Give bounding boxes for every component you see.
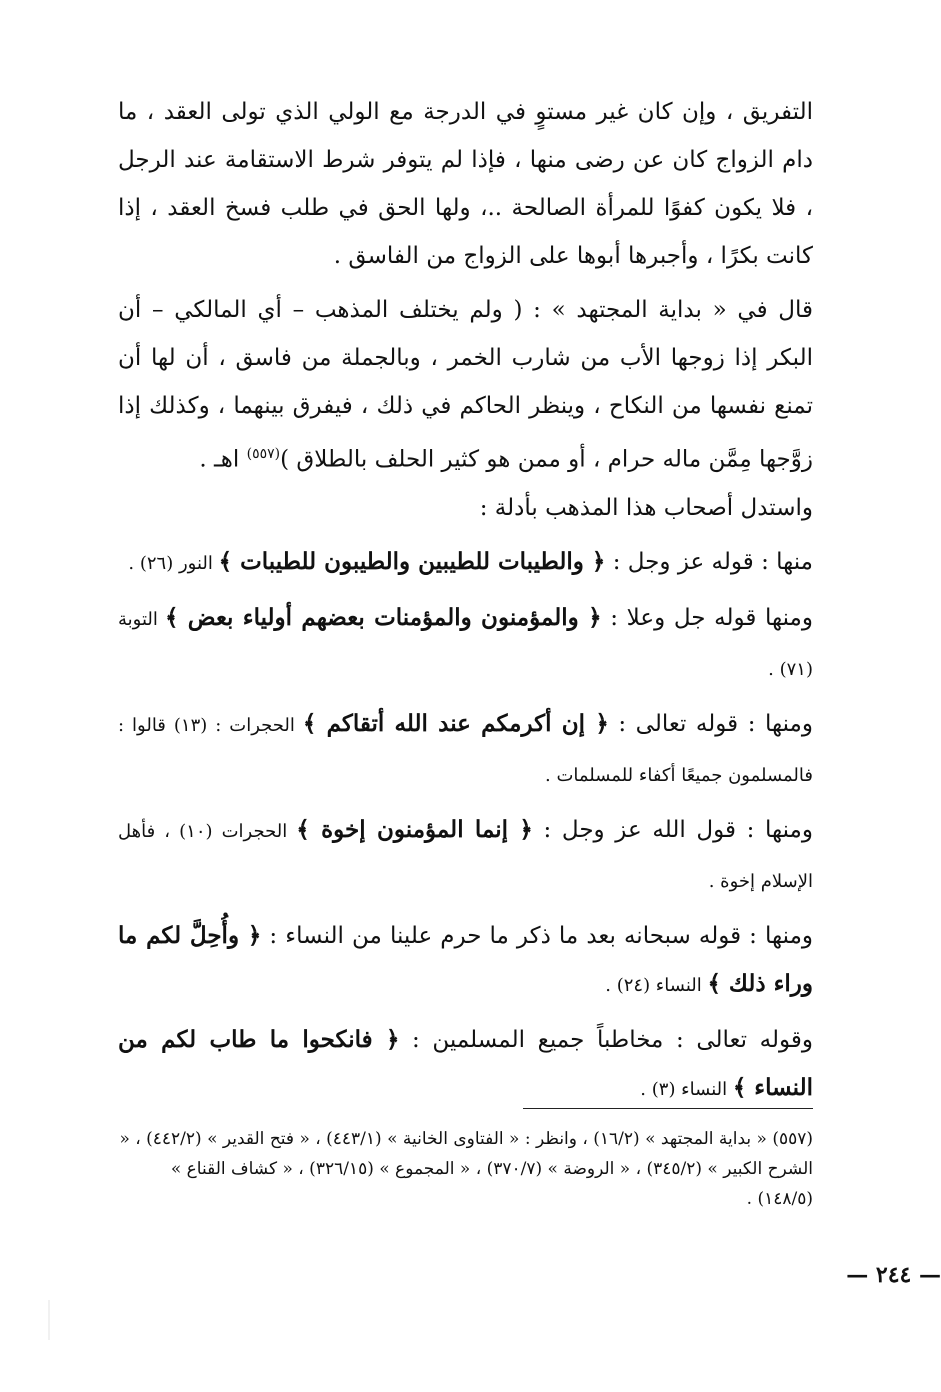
evidence-paragraph [118,538,813,588]
quran-verse: ﴿ فانكحوا ما طاب لكم من النساء ﴾ [118,1025,813,1101]
evidence-paragraph [118,700,813,800]
quran-verse: ﴿ والمؤمنون والمؤمنات بعضهم أولياء بعض ﴾ [164,603,602,631]
paragraph [118,286,813,484]
footnote-divider [523,1108,813,1109]
paragraph-text: وقوله تعالى : مخاطباً جميع المسلمين : [399,1026,813,1053]
paragraph-text: ومنها قوله جل وعلا : [601,604,813,631]
scan-artifact [48,1300,50,1340]
verse-reference: الحجرات (١٠) ، فأهل الإسلام إخوة . [118,820,813,892]
paragraph-text: قال في « بداية المجتهد » : ( ولم يختلف المذهب – أي المالكي – أن البكر إذا زوجها الأب من شارب الخمر ، وبالجملة من فاسق ، أن لها أن تمنع نفسها من النكاح ، وينظر الحاكم في ذلك ، فيفرق بينهما ، وكذلك إذا زوَّجها مِمَّن ماله حرام ، أو ممن هو كثير الحلف بالطلاق ) [118,297,813,473]
paragraph [118,88,813,280]
quran-verse: ﴿ إن أكرمكم عند الله أتقاكم ﴾ [302,709,609,737]
verse-reference: التوبة (٧١) . [118,608,813,680]
evidence-paragraph [118,806,813,906]
verse-reference: الحجرات : (١٣) قالوا : فالمسلمون جميعًا أكفاء للمسلمات . [118,714,813,786]
quran-verse: ﴿ وأُحِلَّ لكم ما وراء ذلك ﴾ [118,921,813,997]
quran-verse: ﴿ إنما المؤمنون إخوة ﴾ [296,815,533,843]
paragraph-text: منها : قوله عز وجل : [605,548,813,575]
footnote [118,1124,813,1214]
paragraph-text: التفريق ، وإن كان غير مستوٍ في الدرجة مع الولي الذي تولى العقد ، ما دام الزواج كان عن رضى منها ، فإذا لم يتوفر شرط الاستقامة عند الرجل ، فلا يكون كفوًا للمرأة الصالحة ..، ولها الحق في طلب فسخ العقد ، إذا كانت بكرًا ، وأجبرها أبوها على الزواج من الفاسق . [118,99,813,269]
footnote-marker: (٥٥٧) [246,446,281,462]
page-number: — ٢٤٤ — [846,1262,941,1288]
paragraph-text: ومنها : قوله سبحانه بعد ما ذكر ما حرم علينا من النساء : [261,922,813,949]
paragraph [118,484,813,532]
verse-reference: النساء (٣) . [640,1078,733,1100]
paragraph-text: واستدل أصحاب هذا المذهب بأدلة : [479,494,813,521]
paragraph-text: ومنها : قوله تعالى : [608,710,813,737]
evidence-paragraph [118,1016,813,1114]
footnote-text: (٥٥٧) « بداية المجتهد » (١٦/٢) ، وانظر : « الفتاوى الخانية » (٤٤٣/١) ، « فتح القدير » (٤٤٢/٢) ، « الشرح الكبير » (٣٤٥/٢) ، « الروضة » (٣٧٠/٧) ، « المجموع » (٣٢٦/١٥) ، « كشاف القناع » (١٤٨/٥) . [119,1129,813,1209]
verse-reference: النساء (٢٤) . [605,974,708,996]
paragraph-text: ومنها : قول الله عز وجل : [532,816,813,843]
evidence-paragraph [118,912,813,1010]
quran-verse: ﴿ والطيبات للطيبين والطيبون للطيبات ﴾ [218,547,606,575]
verse-reference: النور (٢٦) . [128,552,219,574]
evidence-paragraph [118,594,813,694]
paragraph-text: اهـ . [199,446,247,473]
